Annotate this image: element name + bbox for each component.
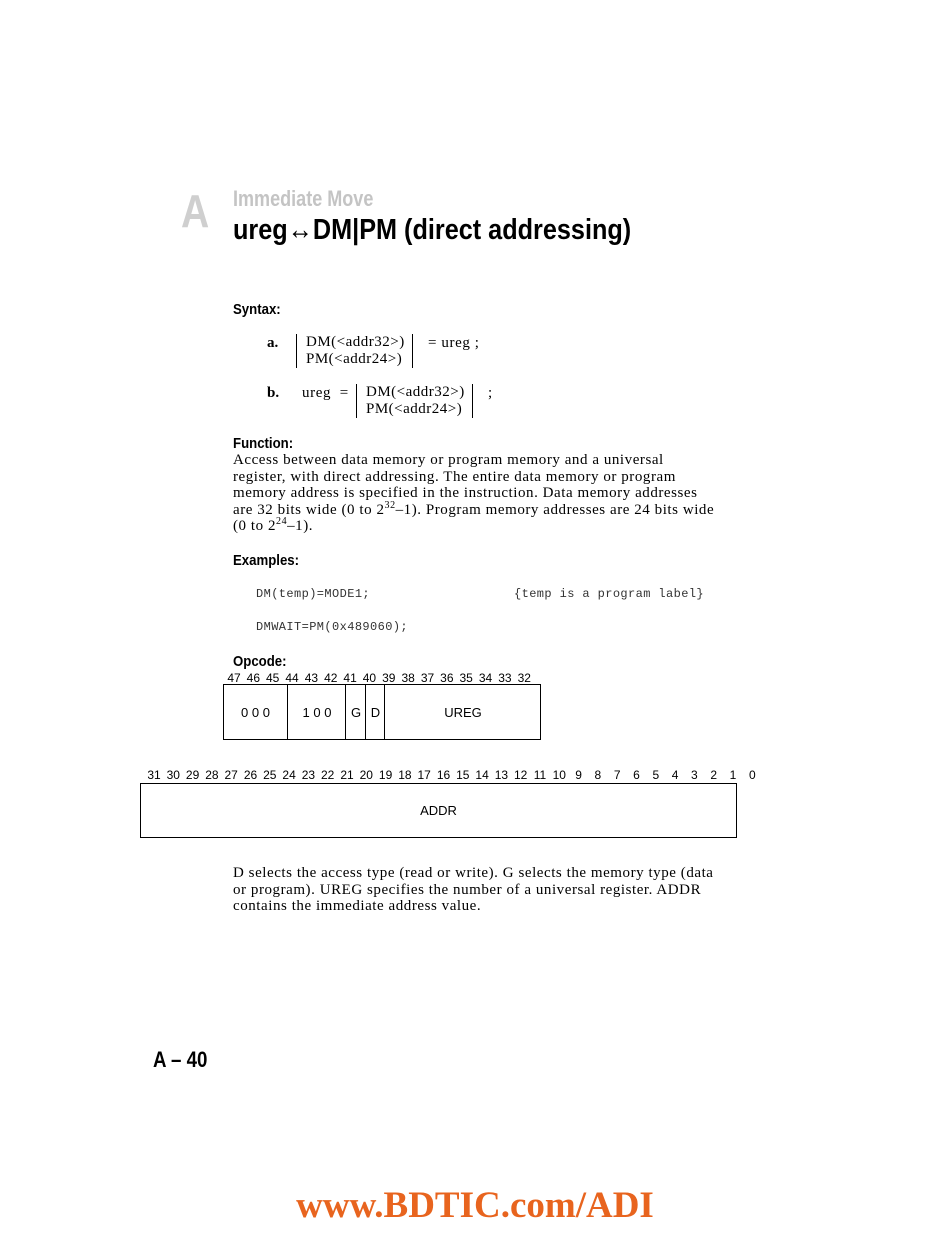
bit-number: 44 xyxy=(285,671,299,685)
bit-number: 1 xyxy=(729,768,737,782)
website-link[interactable]: www.BDTIC.com/ADI xyxy=(296,1185,654,1226)
bit-number: 22 xyxy=(321,768,335,782)
bit-number: 42 xyxy=(324,671,338,685)
bit-number: 25 xyxy=(263,768,277,782)
opcode-heading: Opcode: xyxy=(233,653,287,670)
function-line: memory address is specified in the instruction. Data memory addresses xyxy=(233,485,698,502)
syntax-a-label: a. xyxy=(267,335,279,351)
bit-number: 11 xyxy=(533,768,547,782)
bit-number: 40 xyxy=(362,671,377,685)
example-1-comment: {temp is a program label} xyxy=(514,587,705,601)
bit-number: 5 xyxy=(652,768,660,782)
bit-number: 26 xyxy=(243,768,258,782)
bit-number: 27 xyxy=(224,768,238,782)
bit-number: 29 xyxy=(185,768,200,782)
description-line: contains the immediate address value. xyxy=(233,898,482,915)
syntax-b-end: ; xyxy=(488,385,493,401)
bit-number: 43 xyxy=(304,671,319,685)
syntax-a-options xyxy=(296,334,413,368)
description-line: D selects the access type (read or write). G selects the memory type (data xyxy=(233,865,714,881)
addr-field: ADDR xyxy=(420,803,457,818)
function-heading: Function: xyxy=(233,435,294,452)
bit-number: 33 xyxy=(498,671,512,685)
page-number: A – 40 xyxy=(153,1047,208,1072)
bit-number: 9 xyxy=(575,768,582,782)
function-line: (0 to $2^{24}-1$). xyxy=(233,516,314,535)
example-2-code: DMWAIT=PM(0x489060); xyxy=(256,620,409,634)
lower-opcode-fields xyxy=(140,783,737,838)
bit-number: 14 xyxy=(475,768,489,782)
bit-number: 15 xyxy=(456,768,470,782)
function-line: register, with direct addressing. The entire data memory or program xyxy=(233,468,676,485)
bit-number: 18 xyxy=(398,768,412,782)
opcode-field-100: 1 0 0 xyxy=(287,685,346,739)
bit-number: 2 xyxy=(710,768,718,782)
syntax-b-label: b. xyxy=(267,385,280,401)
bit-number: 32 xyxy=(517,671,531,685)
examples-heading: Examples: xyxy=(233,552,300,569)
function-line: are 32 bits wide (0 to $2^{32}-1$). Program memory addresses are 24 bits wide xyxy=(233,499,715,518)
syntax-a-option-pm: PM(<addr24>) xyxy=(306,351,403,367)
bit-number: 7 xyxy=(613,768,621,782)
bit-number: 30 xyxy=(166,768,180,782)
bit-number: 36 xyxy=(440,671,454,685)
bit-number: 10 xyxy=(552,768,566,782)
description-line: or program). UREG specifies the number of a universal register. ADDR xyxy=(233,881,702,898)
opcode-field-g: G xyxy=(345,685,366,739)
description-paragraph xyxy=(233,865,743,915)
bit-number: 6 xyxy=(633,768,640,782)
opcode-field-d: D xyxy=(365,685,385,739)
bit-number: 21 xyxy=(340,768,354,782)
bit-number: 45 xyxy=(266,671,280,685)
bit-number: 35 xyxy=(459,671,473,685)
function-paragraph xyxy=(233,452,743,535)
syntax-b-option-pm: PM(<addr24>) xyxy=(366,401,463,417)
bit-number: 39 xyxy=(382,671,396,685)
bit-number: 37 xyxy=(420,671,435,685)
syntax-b-options xyxy=(356,384,473,418)
section-name: Immediate Move xyxy=(233,186,374,211)
bit-number: 17 xyxy=(417,768,431,782)
syntax-heading: Syntax: xyxy=(233,301,281,318)
bit-number: 38 xyxy=(401,671,415,685)
opcode-field-000: 0 0 0 xyxy=(241,704,270,720)
bit-number: 0 xyxy=(748,768,756,782)
bit-number: 3 xyxy=(691,768,698,782)
bit-number: 19 xyxy=(378,768,393,782)
page-title: ureg↔DM|PM (direct addressing) xyxy=(233,214,632,246)
bit-number: 13 xyxy=(494,768,509,782)
bit-number: 31 xyxy=(147,768,161,782)
function-line: Access between data memory or program memory and a universal xyxy=(233,452,664,468)
bit-number: 16 xyxy=(436,768,451,782)
syntax-a-option-dm: DM(<addr32>) xyxy=(306,334,405,350)
bit-number: 4 xyxy=(671,768,679,782)
opcode-field-ureg: UREG xyxy=(384,685,541,739)
bit-number: 12 xyxy=(514,768,528,782)
chapter-letter: A xyxy=(181,185,210,237)
bit-number: 46 xyxy=(246,671,261,685)
syntax-b-option-dm: DM(<addr32>) xyxy=(366,384,465,400)
bit-number: 24 xyxy=(282,768,296,782)
bit-number: 41 xyxy=(343,671,357,685)
bit-number: 34 xyxy=(478,671,493,685)
bit-number: 8 xyxy=(594,768,602,782)
bit-number: 23 xyxy=(301,768,316,782)
upper-opcode-fields xyxy=(223,684,541,740)
bit-number: 20 xyxy=(359,768,373,782)
bit-number: 47 xyxy=(227,671,241,685)
syntax-b-lhs: ureg = xyxy=(302,385,349,401)
bit-number: 28 xyxy=(205,768,219,782)
syntax-a-rhs: = ureg ; xyxy=(428,335,480,351)
example-1-code: DM(temp)=MODE1; xyxy=(256,587,371,601)
